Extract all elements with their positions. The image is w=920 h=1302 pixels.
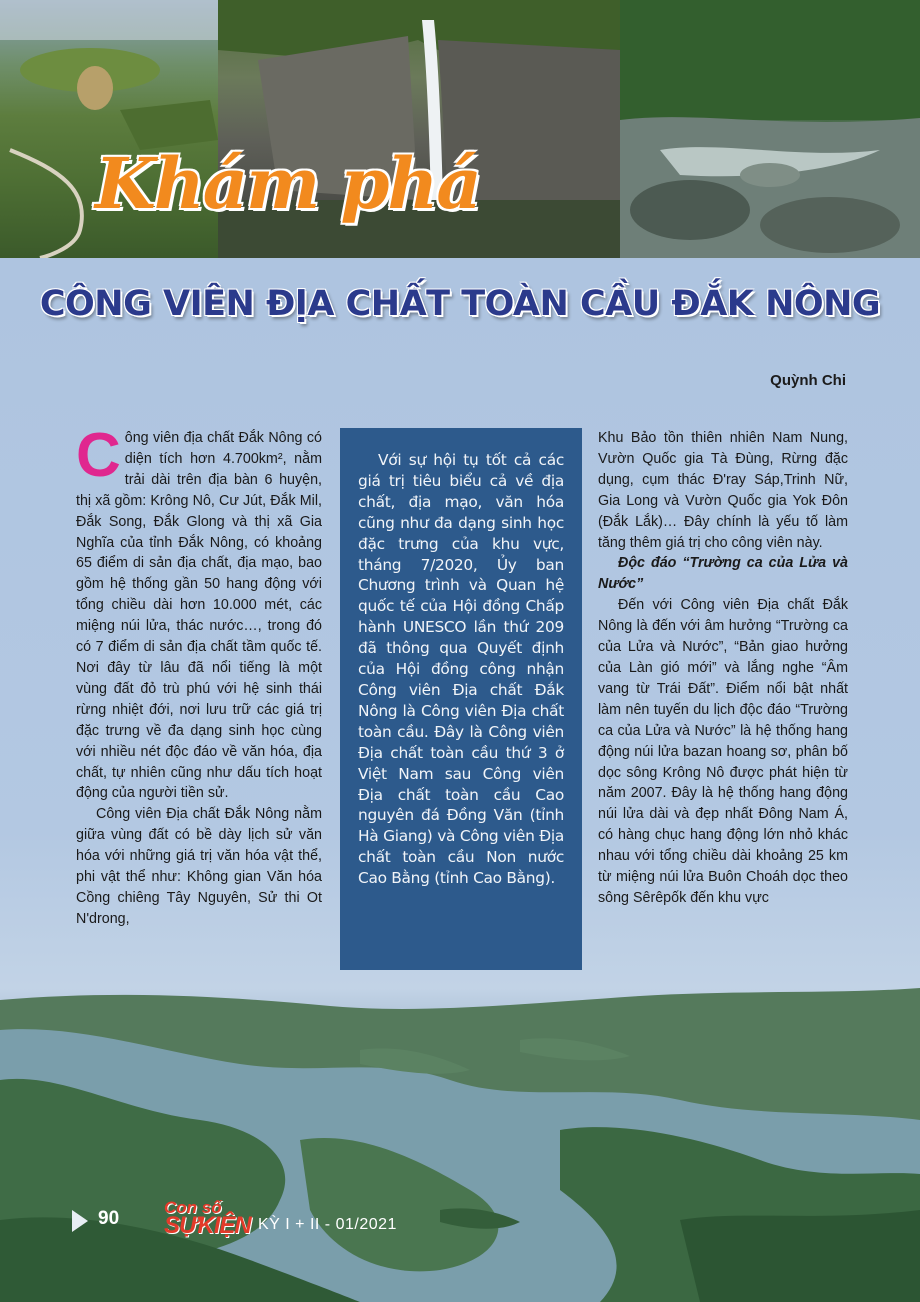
triangle-marker-icon [72, 1210, 88, 1232]
paragraph-text: ông viên địa chất Đắk Nông có diện tích hơn 4.700km², nằm trải dài trên địa bàn 6 huyện, thị xã gồm: Krông Nô, Cư Jút, Đắk Mil, Đắk Song, Đắk Glong và thị xã Gia Nghĩa của tỉnh Đắk Nông, có khoảng 65 điểm di sản địa chất, địa mạo, bao gồm hệ thống gần 50 hang động với tổng chiều dài hơn 10.000 mét, các miệng núi lửa, thác nước…, trong đó có 7 điểm di sản địa chất tầm quốc tế. Nơi đây từ lâu đã nổi tiếng là một vùng đất đỏ trù phú với hệ sinh thái rừng nhiệt đới, nơi lưu trữ các giá trị đặc trưng về đa dạng sinh học cùng với nhiều nét độc đáo về văn hóa, địa chất, tự nhiên cũng như dấu tích hoạt động của người tiền sử. [76, 430, 322, 802]
forest-stream-photo [620, 0, 920, 258]
section-banner-kham-pha: Khám phá [95, 142, 480, 225]
lake-landscape-image [0, 960, 920, 1302]
article-author: Quỳnh Chi [770, 372, 846, 389]
paragraph: Khu Bảo tồn thiên nhiên Nam Nung, Vườn Quốc gia Tà Đùng, Rừng đặc dụng, cụm thác Đ'ray Sáp,Trinh Nữ, Gia Long và Vườn Quốc gia Yok Đôn (Đắk Lắk)… Đây chính là yếu tố làm tăng thêm giá trị cho công viên này. [598, 430, 848, 551]
section-heading: Độc đáo “Trường ca của Lửa và Nước” [598, 555, 848, 593]
column-left [76, 428, 322, 988]
highlight-text: Với sự hội tụ tốt cả các giá trị tiêu biểu cả về địa chất, địa mạo, văn hóa cũng như đa dạng sinh học đặc trưng của khu vực, tháng 7/2020, Ủy ban Chương trình và Quan hệ quốc tế của Hội đồng Chấp hành UNESCO lần thứ 209 đã thông qua Quyết định của Hội đồng công nhận Công viên Địa chất Đắk Nông là Công viên Địa chất toàn cầu. Đây là Công viên Địa chất toàn cầu thứ 3 ở Việt Nam sau Công viên Địa chất toàn cầu Cao nguyên đá Đồng Văn (tỉnh Hà Giang) và Công viên Địa chất toàn cầu Non nước Cao Bằng (tỉnh Cao Bằng). [358, 451, 564, 888]
drop-cap: C [76, 428, 121, 490]
paragraph: Công viên Địa chất Đắk Nông nằm giữa vùng đất có bề dày lịch sử văn hóa với những giá trị văn hóa vật thể, phi vật thể như: Không gian Văn hóa Cồng chiêng Tây Nguyên, Sử thi Ot N'drong, [76, 806, 322, 927]
column-right [598, 428, 848, 988]
page-number: 90 [98, 1208, 120, 1229]
article-title: CÔNG VIÊN ĐỊA CHẤT TOÀN CẦU ĐẮK NÔNG [39, 284, 881, 324]
paragraph [76, 428, 322, 804]
page-footer [72, 1198, 492, 1242]
magazine-logo-bottom: SỰKIỆN [164, 1212, 251, 1239]
magazine-logo-top: Con số [164, 1198, 222, 1217]
highlight-box [340, 428, 582, 970]
paragraph: Đến với Công viên Địa chất Đắk Nông là đến với âm hưởng “Trường ca của Lửa và Nước”, “Bản giao hưởng của Làn gió mới” và lắng nghe “Âm vang từ Trái Đất”. Điểm nổi bật nhất làm nên tuyến du lịch độc đáo “Trường ca của Lửa và Nước” là hệ thống hang động núi lửa bazan hoang sơ, phân bố dọc sông Krông Nô được phát hiện từ năm 2007. Đây là hệ thống hang động núi lửa dài và đẹp nhất Đông Nam Á, có hàng chục hang động lớn nhỏ khác nhau với tổng chiều dài khoảng 25 km từ miệng núi lửa Buôn Choáh dọc theo sông Sêrêpốk đến khu vực [598, 597, 848, 906]
issue-label: KỲ I + II - 01/2021 [258, 1216, 397, 1233]
